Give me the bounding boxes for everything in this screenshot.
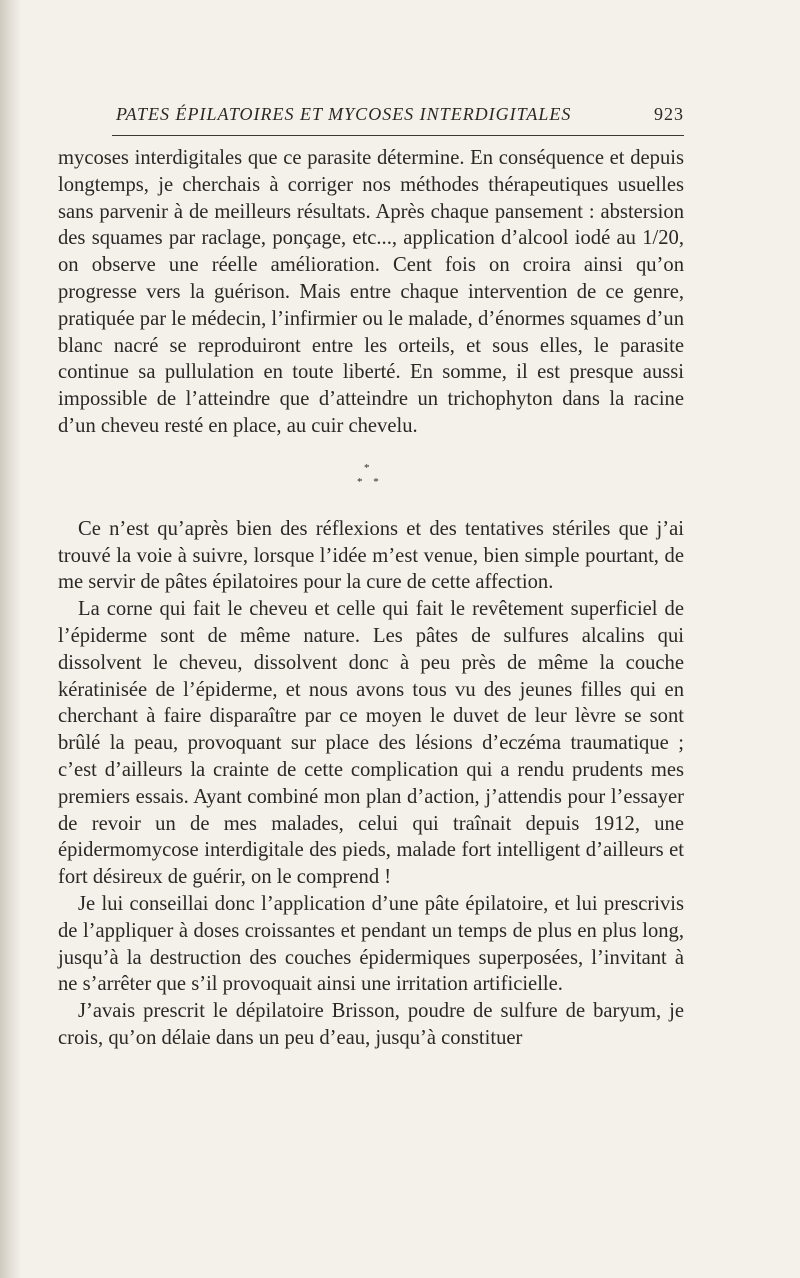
section-separator	[58, 440, 684, 516]
separator-star-top: *	[364, 461, 370, 474]
separator-stars-bottom: * *	[357, 475, 383, 488]
paragraph: Je lui conseillai donc l’application d’une pâte épilatoire, et lui prescrivis de l’appliquer à doses croissantes et pendant un temps de plus en plus long, jusqu’à la destruction des couches épidermiques superposées, l’invitant à ne s’arrêter que s’il provoquait ainsi une irritation artificielle.	[58, 892, 684, 996]
paragraph: La corne qui fait le cheveu et celle qui fait le revêtement superficiel de l’épiderme sont de même nature. Les pâtes de sulfures alcalins qui dissolvent le cheveu, dissolvent donc à peu près de même la couche kératinisée de l’épiderme, et nous avons tous vu des jeunes filles qui en cherchant à faire disparaître par ce moyen le duvet de leur lèvre se sont brûlé la peau, provoquant sur place des lésions d’eczéma traumatique ; c’est d’ailleurs la crainte de cette complication qui a rendu prudents mes premiers essais. Ayant combiné mon plan d’action, j’attendis pour l’essayer de revoir un de mes malades, celui qui traînait depuis 1912, une épidermomycose interdigitale des pieds, malade fort intelligent d’ailleurs et fort désireux de guérir, on le comprend !	[58, 598, 684, 889]
page-number: 923	[654, 104, 684, 124]
header-rule	[112, 135, 684, 136]
paragraph: Ce n’est qu’après bien des réflexions et des tentatives stériles que j’ai trouvé la voie à suivre, lorsque l’idée m’est venue, bien simple pourtant, de me servir de pâtes épilatoires pour la cure de cette affection.	[58, 517, 684, 594]
running-title: PATES ÉPILATOIRES ET MYCOSES INTERDIGITALES	[116, 104, 572, 124]
paragraph: J’avais prescrit le dépilatoire Brisson, poudre de sulfure de baryum, je crois, qu’on délaie dans un peu d’eau, jusqu’à constituer	[58, 1000, 684, 1049]
scan-edge-shadow	[0, 0, 22, 1278]
paragraph-continuation: mycoses interdigitales que ce parasite détermine. En conséquence et depuis longtemps, je cherchais à corriger nos méthodes thérapeutiques usuelles sans parvenir à de meilleurs résultats. Après chaque pansement : abstersion des squames par raclage, ponçage, etc..., application d’alcool iodé au 1/20, on observe une réelle amélioration. Cent fois on croira ainsi qu’on progresse vers la guérison. Mais entre chaque intervention de ce genre, pratiquée par le médecin, l’infirmier ou le malade, d’énormes squames d’un blanc nacré se reproduiront entre les orteils, et sous elles, le parasite continue sa pullulation en toute liberté. En somme, il est presque aussi impossible de l’atteindre que d’atteindre un trichophyton dans la racine d’un cheveu resté en place, au cuir chevelu.	[58, 147, 684, 437]
body-text	[58, 145, 684, 1052]
